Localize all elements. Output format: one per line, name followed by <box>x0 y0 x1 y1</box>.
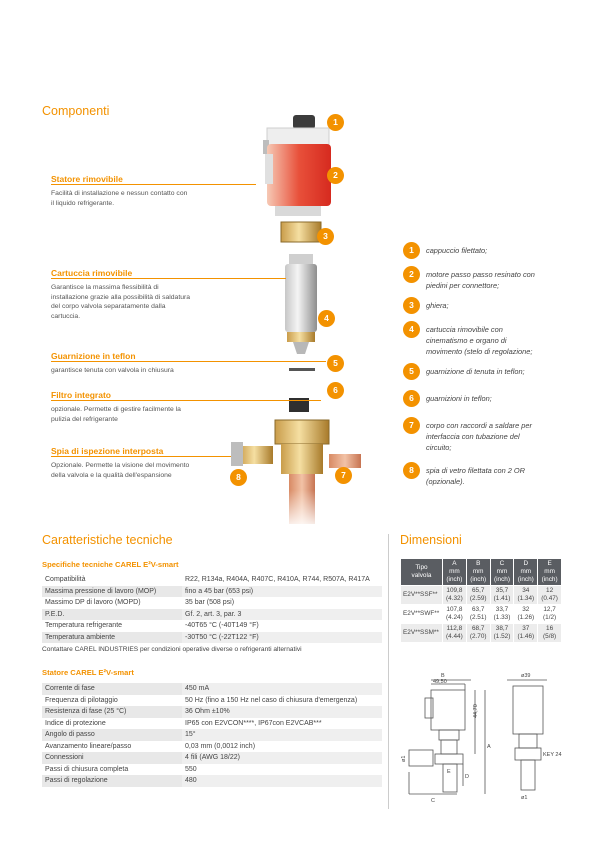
label-teflon-seal: Guarnizione in teflon garantisce tenuta con valvola in chiusura <box>51 351 331 376</box>
dim-label-phi1-right: ø1 <box>521 795 528 801</box>
diagram-badge-2: 2 <box>327 167 344 184</box>
table-row: Massima pressione di lavoro (MOP) fino a 45 bar (653 psi) <box>42 586 382 598</box>
legend-item: 4 cartuccia rimovibile con cinematismo e organo di movimento (stelo di regolazione; <box>403 321 588 363</box>
table-row: Compatibilità R22, R134a, R404A, R407C, R410A, R744, R507A, R417A <box>45 576 370 584</box>
diagram-badge-5: 5 <box>327 355 344 372</box>
dim-label-c: C <box>431 798 435 804</box>
table-row: Frequenza di pilotaggio 50 Hz (fino a 150 Hz nel caso di chiusura d'emergenza) <box>45 696 358 704</box>
table-row: Resistenza di fase (25 °C) 36 Ohm ±10% <box>42 706 382 718</box>
legend-item: 3 ghiera; <box>403 297 588 321</box>
label-removable-stator: Statore rimovibile Facilità di installazione e nessun contatto con il liquido refrigerante. <box>51 174 261 208</box>
legend-item: 7 corpo con raccordi a saldare per interfaccia con tubazione del circuito; <box>403 417 588 462</box>
dim-label-key: KEY 24 <box>543 752 562 758</box>
table-row: Passi di regolazione 480 <box>42 775 382 787</box>
valve-body-part <box>281 444 323 474</box>
dim-label-phi39: ø39 <box>521 673 531 679</box>
table-row: E2V**SSF** 109,8 (4.32) 65,7 (2.59) 35,7 (1.41) 34 (1.34) 12 (0.47) <box>401 586 562 605</box>
table-row: Connessioni 4 fili (AWG 18/22) <box>42 752 382 764</box>
table-row: P.E.D. Gf. 2, art. 3, par. 3 <box>42 609 382 621</box>
cap-part <box>293 115 315 129</box>
components-title: Componenti <box>42 104 110 118</box>
diagram-badge-1: 1 <box>327 114 344 131</box>
table-row: Passi di chiusura completa 550 <box>45 765 197 773</box>
ring-nut-part <box>281 222 321 242</box>
specs-table-2 <box>42 683 382 787</box>
table-row: Angolo di passo 15° <box>42 729 382 741</box>
table-row: Indice di protezione IP65 con E2VCON****, IP67con E2VCAB*** <box>45 719 322 727</box>
specs-title: Caratteristiche tecniche <box>42 533 173 547</box>
specs-table-1 <box>42 574 382 643</box>
legend-item: 1 cappuccio filettato; <box>403 242 588 266</box>
table-row: Massimo DP di lavoro (MOPD) 35 bar (508 psi) <box>45 599 235 607</box>
dim-label-phi1-left: ø1 <box>401 755 407 762</box>
specs-table1-note: Contattare CAREL INDUSTRIES per condizioni operative diverse o refrigeranti alternativi <box>42 646 302 653</box>
dim-label-d: D <box>465 774 469 780</box>
stator-part <box>267 144 331 206</box>
table-header-row: Tipo valvola A mm (inch) B mm (inch) C mm (inch) D mm (inch) E mm (inch) <box>401 559 562 586</box>
dim-label-height: 44,70 <box>473 704 479 718</box>
components-legend <box>403 242 588 492</box>
table-row: Avanzamento lineare/passo 0,03 mm (0,0012 inch) <box>45 742 256 750</box>
label-integrated-filter: Filtro integrato opzionale. Permette di gestire facilmente la pulizia del refrigerante <box>51 390 331 424</box>
diagram-badge-7: 7 <box>335 467 352 484</box>
dim-label-width: 49,50 <box>433 679 447 685</box>
table-row: E2V**SSM** 112,8 (4.44) 68,7 (2.70) 38,7 (1.52) 37 (1.46) 16 (5/8) <box>401 624 562 643</box>
diagram-badge-8: 8 <box>230 469 247 486</box>
specs-table1-title: Specifiche tecniche CAREL E²V-smart <box>42 560 179 569</box>
table-row: Temperatura refrigerante -40T65 °C (-40T149 °F) <box>45 622 259 630</box>
legend-item: 5 guarnizione di tenuta in teflon; <box>403 363 588 390</box>
label-sight-glass: Spia di ispezione interposta Opzionale. Permette la visione del movimento della valvola e la qualità dell'espansione <box>51 446 271 480</box>
legend-item: 8 spia di vetro filettata con 2 OR (opzionale). <box>403 462 588 492</box>
diagram-badge-3: 3 <box>317 228 334 245</box>
dim-label-e: E <box>447 769 451 775</box>
dimensions-title: Dimensioni <box>400 533 462 547</box>
specs-table2-title: Statore CAREL E²V-smart <box>42 668 134 677</box>
dim-label-a: A <box>487 744 491 750</box>
dimension-drawing <box>395 668 575 808</box>
dimensions-table <box>400 558 562 643</box>
dim-label-b: B <box>441 673 445 679</box>
table-row: Corrente di fase 450 mA <box>42 683 382 695</box>
diagram-badge-4: 4 <box>318 310 335 327</box>
table-row: Temperatura ambiente -30T50 °C (-22T122 °F) <box>42 632 382 644</box>
legend-item: 2 motore passo passo resinato con piedini per connettore; <box>403 266 588 297</box>
legend-item: 6 guarnizioni in teflon; <box>403 390 588 417</box>
section-divider <box>388 534 389 809</box>
diagram-badge-6: 6 <box>327 382 344 399</box>
table-row: E2V**SWF** 107,8 (4.24) 63,7 (2.51) 33,7 (1.33) 32 (1.26) 12,7 (1/2) <box>401 605 562 624</box>
label-removable-cartridge: Cartuccia rimovibile Garantisce la massima flessibilità di installazione grazie alla possibilità di saldatura del corpo valvola separatamente dalla cartuccia. <box>51 268 291 321</box>
